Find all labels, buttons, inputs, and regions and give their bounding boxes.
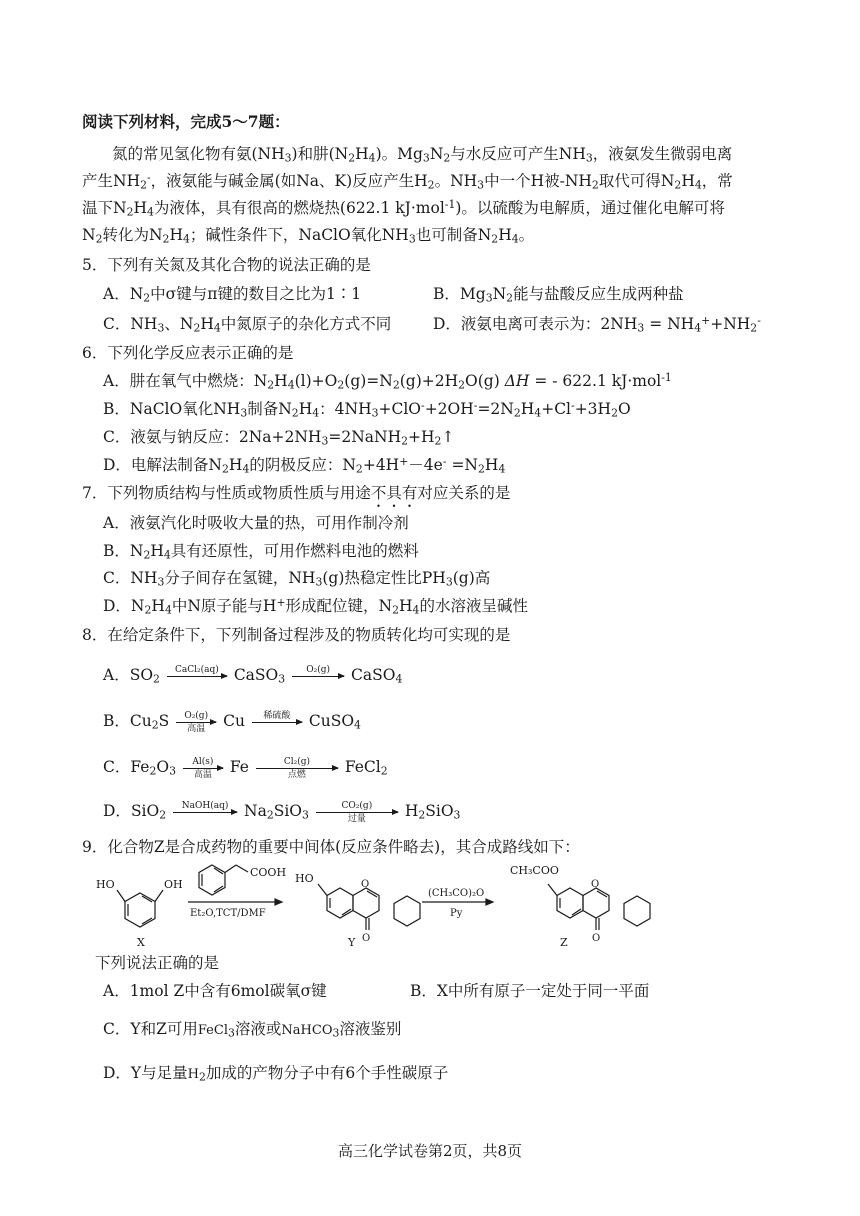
y-ho-label: HO [295,872,314,885]
q5-option-a: A．$N_2$中σ键与π键的数目之比为1∶1 [103,285,362,305]
q9-option-c: C．Y和Z可用FeCl$_3$溶液或NaHCO$_3$溶液鉴别 [103,1020,402,1040]
cooh-label: COOH [250,866,287,879]
q9-stem: 9．化合物Z是合成药物的重要中间体(反应条件略去)，其合成路线如下： [82,838,580,856]
y-label: Y [348,936,356,949]
compound-y-structure [295,872,420,949]
reaction-arrow: NaOH(aq) [173,801,237,824]
reaction-arrow: O₂(g) 高温 [176,711,216,734]
z-ring-o-label: O [591,879,600,890]
reaction-arrow: CaCl₂(aq) [167,665,227,688]
q6-option-d: D．电解法制备$N_2H_4$的阴极反应：$N_2+4H^+-4e^- =N_2H_4$ [103,455,506,476]
q5-option-c: C．$NH_3$、$N_2H_4$中氮原子的杂化方式不同 [103,315,392,335]
cond-2-label: (CH₃CO)₂O [428,888,485,899]
compound-x-structure [96,878,183,949]
y-carbonyl-o-label: O [362,933,371,944]
q6-option-b: B．NaClO氧化$NH_3$制备$N_2H_4$：$4NH_3+ClO^-+2OH^-=2N_2H_4+Cl^-+3H_2O$ [103,399,631,420]
q8-option-c: C．$Fe_2O_3$ Al(s) 高温 Fe Cl₂(g) 点燃 FeCl$_2$ [103,756,388,780]
cond-1-label: Et₂O,TCT/DMF [190,908,266,919]
x-label: X [137,936,145,949]
q6-option-a: A．肼在氧气中燃烧：$N_2H_4(l)+O_2(g)=N_2(g)+2H_2O(g) \Delta H$ = - 622.1 kJ·mol$^{-1}$ [103,371,672,392]
section-header: 阅读下列材料，完成5～7题： [82,112,290,131]
material-line-2: 产生$NH_2^-$，液氨能与碱金属(如Na、K)反应产生$H_2$。$NH_3$中一个H被$-NH_2$取代可得$N_2H_4$，常 [82,171,733,192]
q6-stem: 6．下列化学反应表示正确的是 [82,344,294,362]
z-ch3coo-label: CH₃COO [510,864,559,877]
material-line-4: $N_2$转化为$N_2H_4$；碱性条件下，NaClO氧化$NH_3$也可制备$N_2H_4$。 [82,226,535,246]
z-carbonyl-o-label: O [592,933,601,944]
material-line-1: 氮的常见氢化物有氨$(NH_3)$和肼$(N_2H_4)$。$Mg_3N_2$与水反应可产生$NH_3$，液氨发生微弱电离 [112,145,733,165]
synthesis-scheme [90,858,750,950]
reaction-arrow: Al(s) 高温 [183,757,223,780]
q8-option-a: A．$SO_2$ CaCl₂(aq) CaSO$_3$ O₂(g) CaSO$_4$ [103,664,403,686]
q6-option-c: C．液氨与钠反应：$2Na+2NH_3=2NaNH_2+H_2↑$ [103,428,455,448]
q5-stem: 5．下列有关氮及其化合物的说法正确的是 [82,256,371,274]
reaction-arrow: O₂(g) [292,665,344,688]
page-footer: 高三化学试卷第2页，共8页 [337,1142,523,1160]
q8-option-d: D．SiO$_2$ NaOH(aq) $Na_2SiO_3$ CO₂(g) 过量 $H_2SiO_3$ [103,800,461,824]
x-ho-label: HO [96,878,115,891]
q9-option-b: B．X中所有原子一定处于同一平面 [410,982,650,1000]
reaction-arrow-1 [188,865,286,919]
material-line-3: 温下$N_2H_4$为液体，具有很高的燃烧热(622.1 kJ·mol$^{-1}$)。以硫酸为电解质，通过催化电解可将 [82,198,725,219]
q8-option-b: B．$Cu_2S$ O₂(g) 高温 Cu 稀硫酸 CuSO$_4$ [103,710,361,734]
q5-option-d: D．液氨电离可表示为：$2NH_3 = NH_4^++NH_2^-$ [433,314,761,335]
q9-option-a: A．1mol Z中含有6mol碳氧σ键 [103,982,327,1000]
reaction-arrow: CO₂(g) 过量 [316,801,398,824]
z-label: Z [560,936,568,949]
y-ring-o-label: O [361,879,370,890]
reaction-arrow-2 [422,888,493,919]
q9-option-d: D．Y与足量$H_2$加成的产物分子中有6个手性碳原子 [103,1064,449,1084]
q7-option-d: D．$N_2H_4$中N原子能与H+形成配位键，$N_2H_4$的水溶液呈碱性 [103,596,528,617]
q7-option-b: B．$N_2H_4$具有还原性，可用作燃料电池的燃料 [103,542,419,562]
reaction-arrow: 稀硫酸 [252,711,302,734]
compound-z-structure [510,864,650,949]
reaction-arrow: Cl₂(g) 点燃 [256,757,338,780]
x-oh-label: OH [164,878,183,891]
q7-option-c: C．$NH_3$分子间存在氢键，$NH_3(g)$热稳定性比$PH_3(g)$高 [103,569,491,589]
q9-intro: 下列说法正确的是 [95,954,220,972]
q5-option-b: B．$Mg_3N_2$能与盐酸反应生成两种盐 [433,285,684,305]
cond-2b-label: Py [450,908,463,919]
q7-stem: 7．下列物质结构与性质或物质性质与用途不具有对应关系的是 [82,484,511,502]
q7-option-a: A．液氨汽化时吸收大量的热，可用作制冷剂 [103,514,409,532]
q8-stem: 8．在给定条件下，下列制备过程涉及的物质转化均可实现的是 [82,626,511,644]
